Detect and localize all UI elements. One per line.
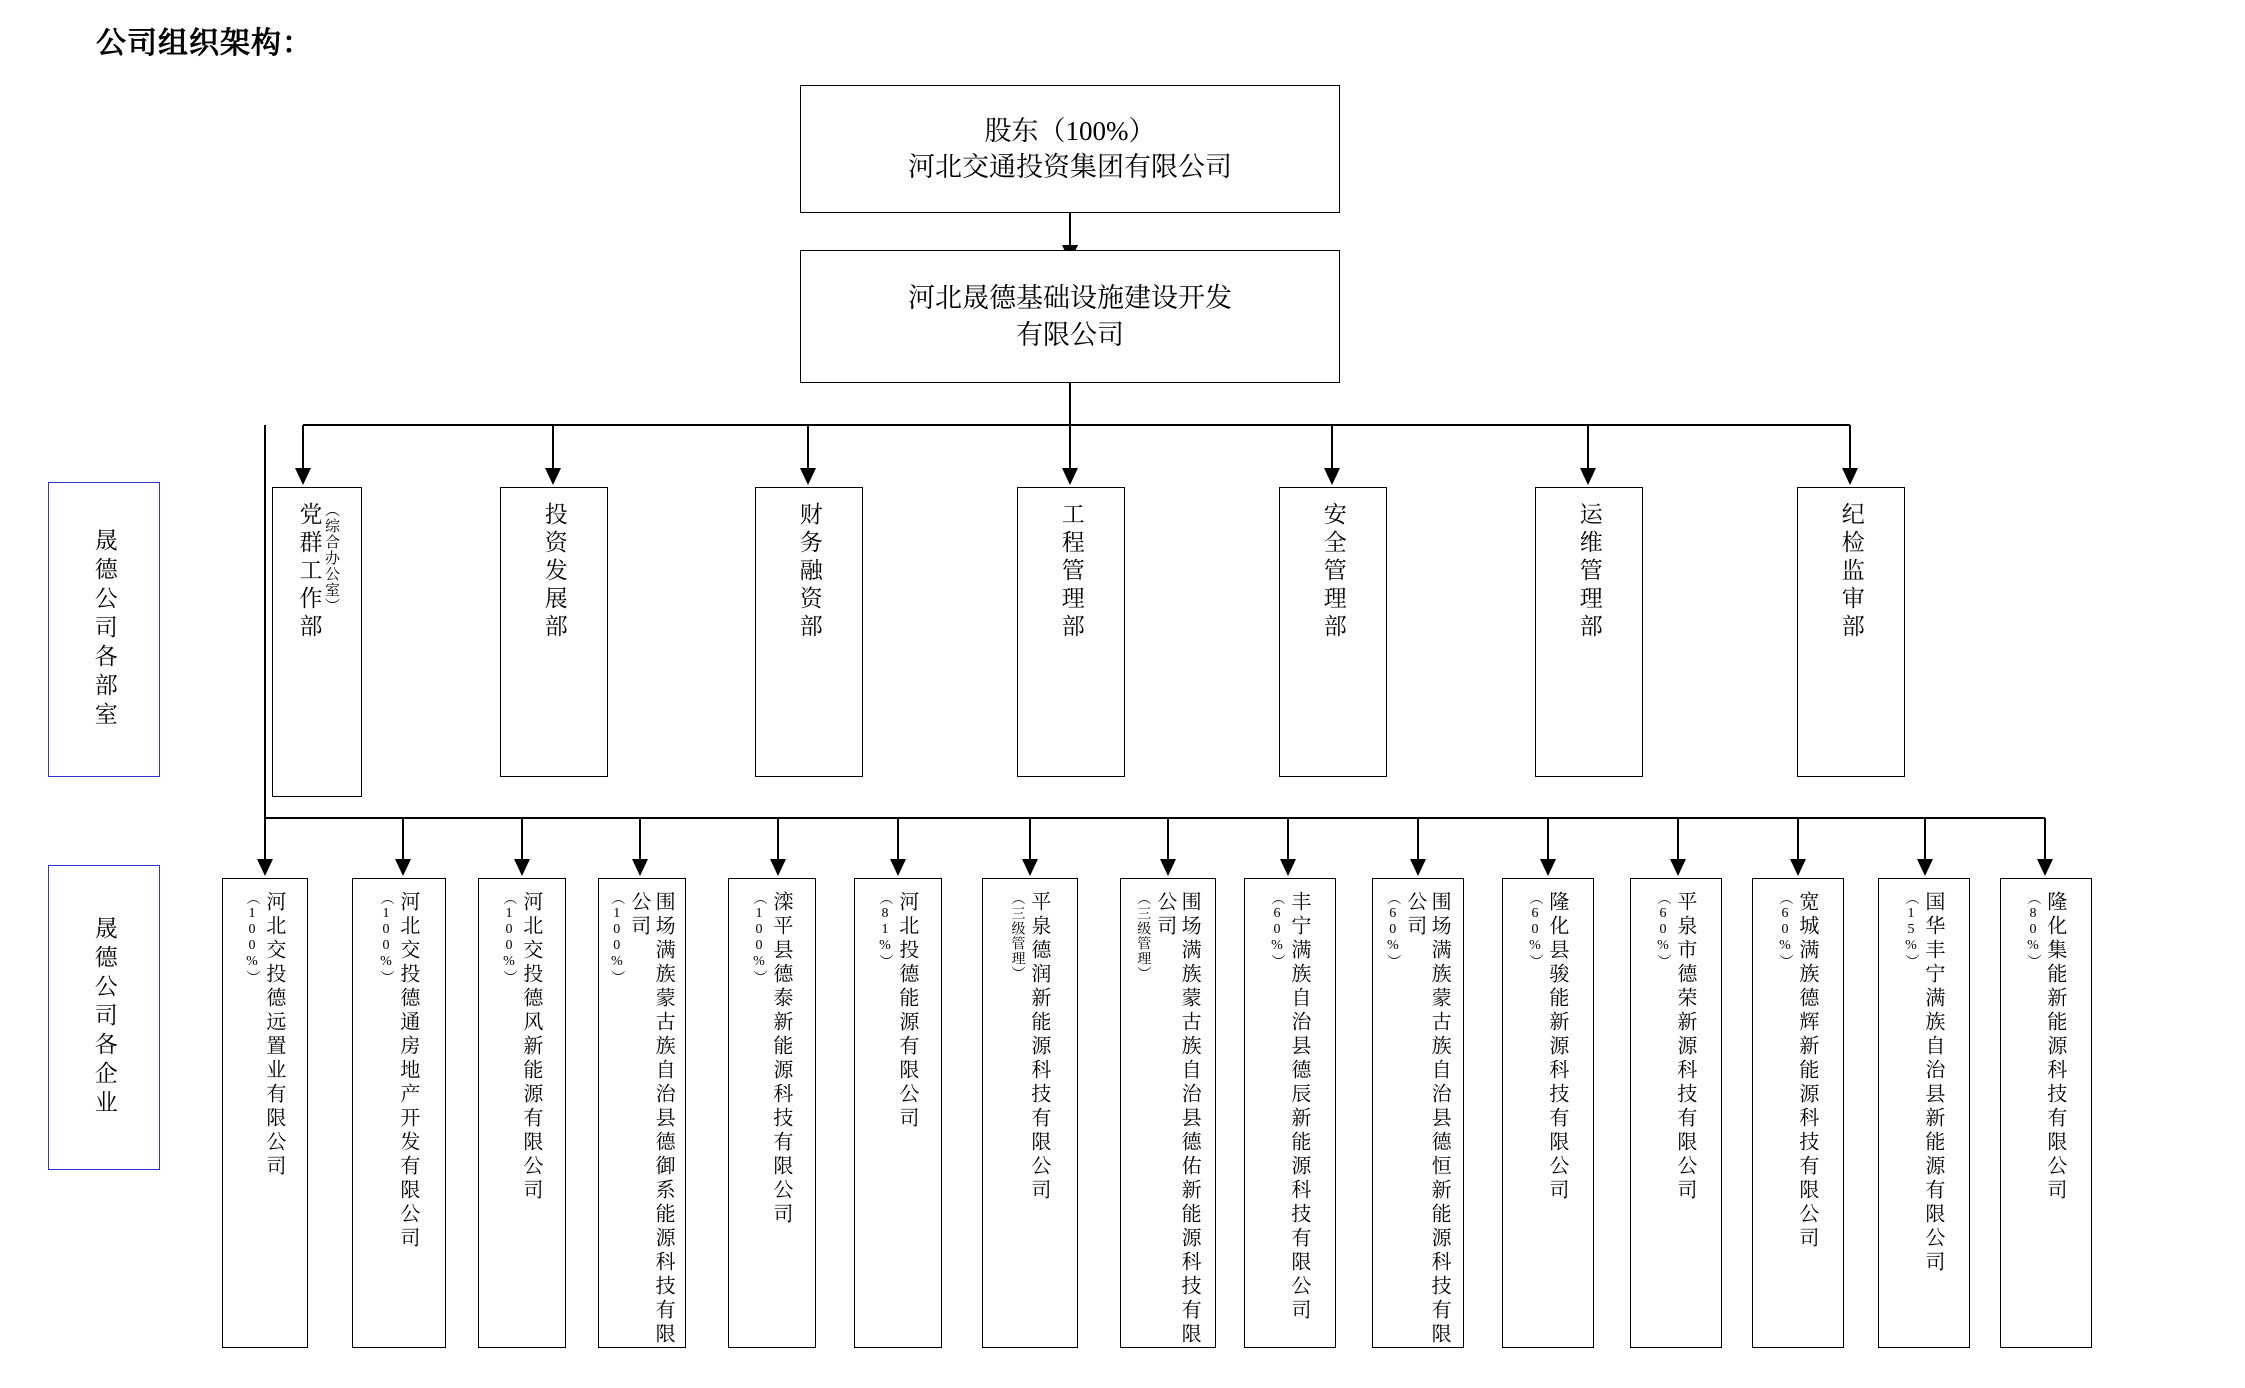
department-label: 工程管理部 [1058, 502, 1084, 642]
enterprise-note: （100%） [501, 891, 517, 985]
enterprise-note: （三级管理） [1135, 891, 1151, 981]
enterprise-name: 河北交投德通房地产开发有限公司 [396, 891, 419, 1251]
enterprise-box[interactable] [598, 878, 686, 1348]
enterprise-note: （81%） [877, 891, 893, 969]
enterprise-note: （100%） [751, 891, 767, 985]
enterprise-box[interactable] [1502, 878, 1594, 1348]
enterprise-box[interactable] [222, 878, 308, 1348]
enterprise-note: （60%） [1527, 891, 1543, 969]
enterprise-box[interactable] [1630, 878, 1722, 1348]
shareholder-box [800, 85, 1340, 213]
enterprise-name: 隆化集能新能源科技有限公司 [2043, 891, 2066, 1203]
enterprise-name: 围场满族蒙古族自治县德佑新能源科技有限公司 [1153, 891, 1201, 1347]
enterprise-box[interactable] [478, 878, 566, 1348]
department-box[interactable] [272, 487, 362, 797]
side-label-departments [48, 482, 160, 777]
enterprise-note: （80%） [2025, 891, 2041, 969]
enterprise-note: （100%） [609, 891, 625, 985]
department-box[interactable] [1279, 487, 1387, 777]
department-box[interactable] [755, 487, 863, 777]
side-label-enterprises [48, 865, 160, 1170]
enterprise-note: （15%） [1903, 891, 1919, 969]
department-box[interactable] [1535, 487, 1643, 777]
enterprise-note: （100%） [378, 891, 394, 985]
department-box[interactable] [1797, 487, 1905, 777]
enterprise-name: 丰宁满族自治县德辰新能源科技有限公司 [1287, 891, 1310, 1323]
enterprise-box[interactable] [352, 878, 446, 1348]
enterprise-name: 围场满族蒙古族自治县德恒新能源科技有限公司 [1403, 891, 1451, 1347]
enterprise-name: 宽城满族德辉新能源科技有限公司 [1795, 891, 1818, 1251]
enterprise-name: 围场满族蒙古族自治县德御系能源科技有限公司 [627, 891, 675, 1347]
enterprise-note: （60%） [1655, 891, 1671, 969]
enterprise-name: 河北交投德风新能源有限公司 [519, 891, 542, 1203]
company-line-2: 有限公司 [1016, 319, 1124, 350]
department-note: （综合办公室） [323, 502, 340, 614]
enterprise-name: 平泉市德荣新源科技有限公司 [1673, 891, 1696, 1203]
enterprise-note: （三级管理） [1009, 891, 1025, 981]
enterprise-note: （60%） [1777, 891, 1793, 969]
enterprise-box[interactable] [1752, 878, 1844, 1348]
enterprise-box[interactable] [728, 878, 816, 1348]
enterprise-box[interactable] [2000, 878, 2092, 1348]
enterprise-box[interactable] [854, 878, 942, 1348]
enterprise-box[interactable] [1878, 878, 1970, 1348]
department-label: 纪检监审部 [1838, 502, 1864, 642]
enterprise-name: 河北交投德远置业有限公司 [262, 891, 285, 1179]
page-title: 公司组织架构： [96, 27, 313, 60]
department-label: 党群工作部 [296, 502, 322, 642]
enterprise-name: 国华丰宁满族自治县新能源有限公司 [1921, 891, 1944, 1275]
side-label-departments-text: 晟德公司各部室 [91, 528, 117, 731]
shareholder-line-1: 股东（100%） [984, 115, 1156, 146]
enterprise-name: 滦平县德泰新能源科技有限公司 [769, 891, 792, 1227]
shareholder-line-2: 河北交通投资集团有限公司 [908, 152, 1232, 182]
enterprise-note: （60%） [1385, 891, 1401, 969]
enterprise-name: 平泉德润新能源科技有限公司 [1027, 891, 1050, 1203]
department-label: 投资发展部 [541, 502, 567, 642]
department-label: 财务融资部 [796, 502, 822, 642]
department-label: 安全管理部 [1320, 502, 1346, 642]
side-label-enterprises-text: 晟德公司各企业 [91, 916, 117, 1119]
enterprise-note: （100%） [244, 891, 260, 985]
department-box[interactable] [1017, 487, 1125, 777]
department-label: 运维管理部 [1576, 502, 1602, 642]
enterprise-note: （60%） [1269, 891, 1285, 969]
company-line-1: 河北晟德基础设施建设开发 [908, 283, 1232, 314]
company-box [800, 250, 1340, 383]
enterprise-name: 河北投德能源有限公司 [895, 891, 918, 1131]
enterprise-box[interactable] [982, 878, 1078, 1348]
department-box[interactable] [500, 487, 608, 777]
enterprise-name: 隆化县骏能新源科技有限公司 [1545, 891, 1568, 1203]
enterprise-box[interactable] [1372, 878, 1464, 1348]
enterprise-box[interactable] [1244, 878, 1336, 1348]
enterprise-box[interactable] [1120, 878, 1216, 1348]
